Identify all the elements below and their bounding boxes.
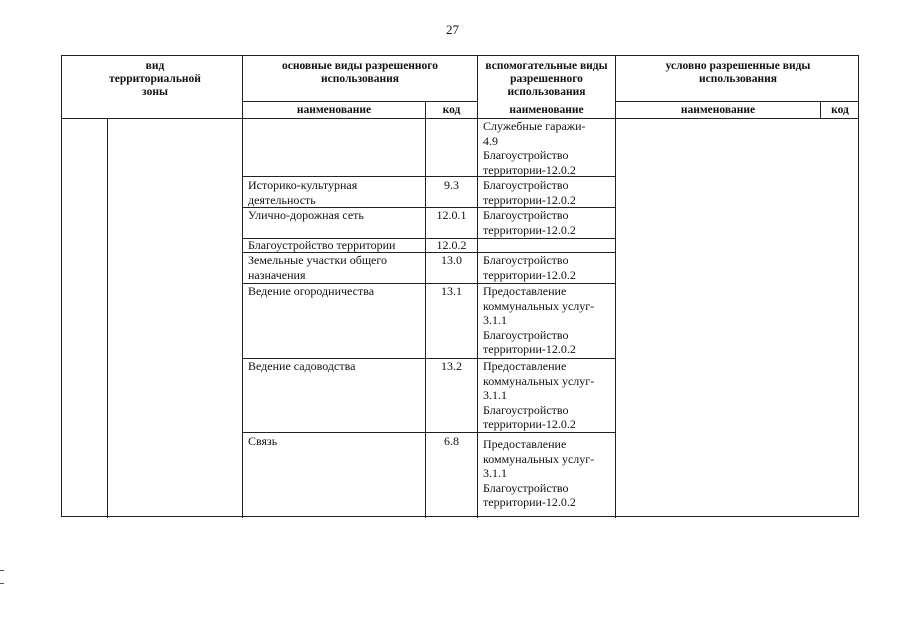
main-use-code-row-3: 12.0.1: [436, 208, 467, 222]
main-use-name-row-6: Ведение огородничества: [248, 284, 375, 298]
aux-use-row-3: Благоустройство территории-12.0.2: [483, 208, 576, 237]
subheader-main-code: код: [442, 104, 461, 116]
grid-line: [615, 56, 616, 518]
aux-use-row-5: Благоустройство территории-12.0.2: [483, 253, 576, 282]
subheader-main-name: наименование: [296, 104, 372, 116]
main-use-name-row-7: Ведение садоводства: [248, 359, 356, 373]
main-use-name-row-3: Улично-дорожная сеть: [248, 208, 364, 222]
main-use-code-row-4: 12.0.2: [436, 238, 467, 252]
grid-line: [242, 56, 243, 518]
main-use-name-row-2: Историко-культурная деятельность: [248, 178, 358, 207]
header-aux-uses: вспомогательные виды разрешенного использования: [485, 60, 608, 98]
grid-line: [425, 101, 426, 518]
header-zone: вид территориальной зоны: [109, 60, 201, 98]
main-use-code-row-5: 13.0: [441, 253, 462, 267]
scan-edge-mark: [0, 570, 4, 571]
main-use-name-row-8: Связь: [248, 434, 278, 448]
main-use-code-row-7: 13.2: [441, 359, 462, 373]
aux-use-row-7: Предоставление коммунальных услуг- 3.1.1 Благоустройство территории-12.0.2: [483, 359, 595, 432]
main-use-code-row-8: 6.8: [444, 434, 459, 448]
header-conditional-uses: условно разрешенные виды использования: [665, 60, 811, 85]
grid-line: [242, 432, 615, 433]
grid-line: [107, 118, 108, 518]
aux-use-row-8: Предоставление коммунальных услуг- 3.1.1 Благоустройство территории-12.0.2: [483, 437, 595, 510]
header-main-uses: основные виды разрешенного использования: [281, 60, 438, 85]
zoning-table: [61, 55, 859, 517]
subheader-cond-code: код: [831, 104, 849, 116]
aux-use-row-6: Предоставление коммунальных услуг- 3.1.1 Благоустройство территории-12.0.2: [483, 284, 595, 357]
aux-use-row-1: Служебные гаражи- 4.9 Благоустройство территории-12.0.2: [483, 119, 586, 177]
main-use-name-row-5: Земельные участки общего назначения: [248, 253, 388, 282]
main-use-code-row-6: 13.1: [441, 284, 462, 298]
subheader-aux-name: наименование: [509, 104, 584, 116]
grid-line: [62, 118, 859, 119]
grid-line: [477, 56, 478, 518]
main-use-code-row-2: 9.3: [444, 178, 459, 192]
page-number: 27: [446, 22, 459, 37]
aux-use-row-2: Благоустройство территории-12.0.2: [483, 178, 576, 207]
main-use-name-row-4: Благоустройство территории: [248, 238, 396, 252]
scan-edge-mark: [0, 583, 4, 584]
subheader-cond-name: наименование: [680, 104, 756, 116]
